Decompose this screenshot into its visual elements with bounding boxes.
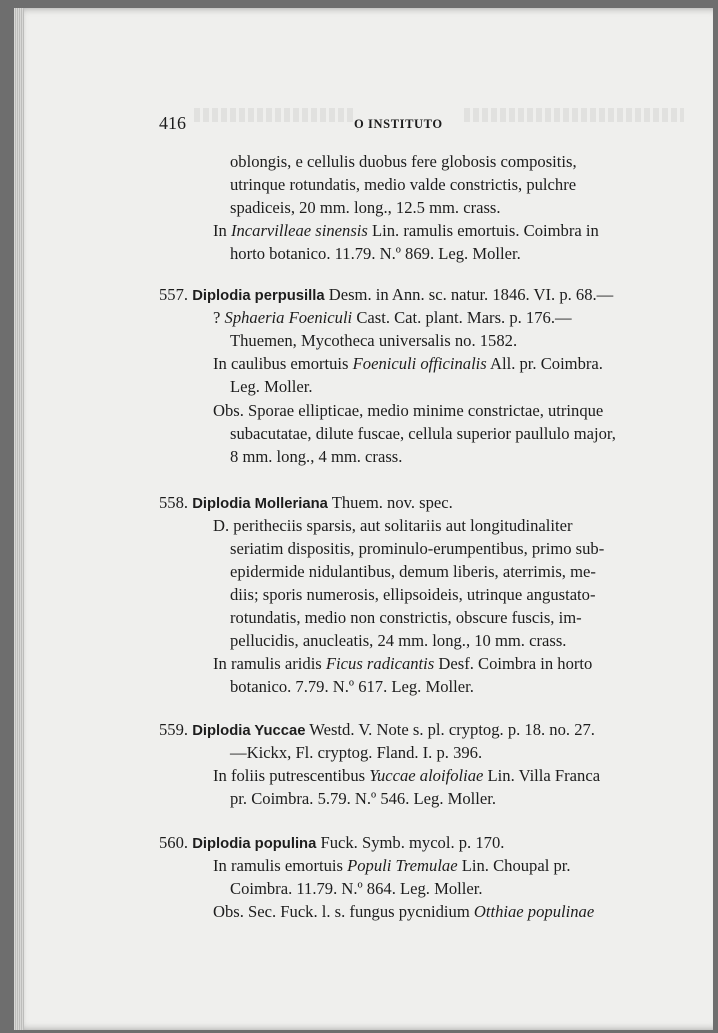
entry-number: 559. [159, 720, 189, 739]
text-line: oblongis, e cellulis duobus fere globosis compositis, [230, 152, 577, 171]
text-line: In ramulis aridis Ficus radicantis Desf. Coimbra in horto [213, 654, 593, 673]
text-line: seriatim dispositis, prominulo-erumpentibus, primo sub- [230, 539, 605, 558]
taxon-name: Otthiae populinae [473, 902, 595, 921]
text-line: ? Sphaeria Foeniculi Cast. Cat. plant. Mars. p. 176.— [213, 308, 572, 327]
text-line: utrinque rotundatis, medio valde constrictis, pulchre [230, 175, 577, 194]
text-line: rotundatis, medio non constrictis, obscure fuscis, im- [230, 608, 582, 627]
entry-558-heading: 558. Diplodia Molleriana Thuem. nov. spec. [159, 493, 453, 512]
text-line: Obs. Sporae ellipticae, medio minime constrictae, utrinque [213, 401, 604, 420]
taxon-name: Yuccae aloifoliae [369, 766, 484, 785]
taxon-name: Incarvilleae sinensis [230, 221, 368, 240]
entry-557-heading: 557. Diplodia perpusilla Desm. in Ann. sc. natur. 1846. VI. p. 68.— [159, 285, 614, 304]
taxon-name: Sphaeria Foeniculi [224, 308, 353, 327]
text-line: Leg. Moller. [230, 377, 313, 396]
taxon-name: Foeniculi officinalis [352, 354, 487, 373]
text-line: In foliis putrescentibus Yuccae aloifoliae Lin. Villa Franca [213, 766, 601, 785]
species-name: Diplodia Yuccae [192, 723, 306, 739]
page-edge [14, 8, 24, 1030]
text-line: subacutatae, dilute fuscae, cellula superior paullulo major, [230, 424, 616, 443]
entry-number: 560. [159, 833, 189, 852]
text-line: botanico. 7.79. N.º 617. Leg. Moller. [230, 677, 474, 696]
species-name: Diplodia perpusilla [192, 288, 325, 304]
species-name: Diplodia populina [192, 836, 317, 852]
text-line: horto botanico. 11.79. N.º 869. Leg. Moller. [230, 244, 521, 263]
species-name: Diplodia Molleriana [192, 496, 328, 512]
text-line: spadiceis, 20 mm. long., 12.5 mm. crass. [230, 198, 501, 217]
entry-559-heading: 559. Diplodia Yuccae Westd. V. Note s. pl. cryptog. p. 18. no. 27. [159, 720, 595, 739]
text-line: pellucidis, anucleatis, 24 mm. long., 10 mm. crass. [230, 631, 567, 650]
text-line: pr. Coimbra. 5.79. N.º 546. Leg. Moller. [230, 789, 497, 808]
entry-number: 557. [159, 285, 189, 304]
taxon-name: Populi Tremulae [347, 856, 458, 875]
text-line: Coimbra. 11.79. N.º 864. Leg. Moller. [230, 879, 483, 898]
text-line: In ramulis emortuis Populi Tremulae Lin. Choupal pr. [213, 856, 571, 875]
page-header [14, 113, 713, 137]
text-line: In caulibus emortuis Foeniculi officinalis All. pr. Coimbra. [213, 354, 603, 373]
text-line: In Incarvilleae sinensis Lin. ramulis emortuis. Coimbra in [213, 221, 599, 240]
running-head: O INSTITUTO [354, 117, 443, 131]
entry-number: 558. [159, 493, 189, 512]
text-line: Obs. Sec. Fuck. l. s. fungus pycnidium Otthiae populinae [213, 902, 595, 921]
page-number: 416 [159, 113, 186, 133]
taxon-name: Ficus radicantis [325, 654, 435, 673]
text-line: Thuemen, Mycotheca universalis no. 1582. [230, 331, 518, 350]
entry-560-heading: 560. Diplodia populina Fuck. Symb. mycol. p. 170. [159, 833, 505, 852]
text-line: epidermide nidulantibus, demum liberis, aterrimis, me- [230, 562, 596, 581]
text-line: diis; sporis numerosis, ellipsoideis, utrinque angustato- [230, 585, 596, 604]
text-line: D. peritheciis sparsis, aut solitariis aut longitudinaliter [213, 516, 573, 535]
text-line: 8 mm. long., 4 mm. crass. [230, 447, 403, 466]
text-line: —Kickx, Fl. cryptog. Fland. I. p. 396. [230, 743, 483, 762]
book-page [14, 8, 713, 1030]
